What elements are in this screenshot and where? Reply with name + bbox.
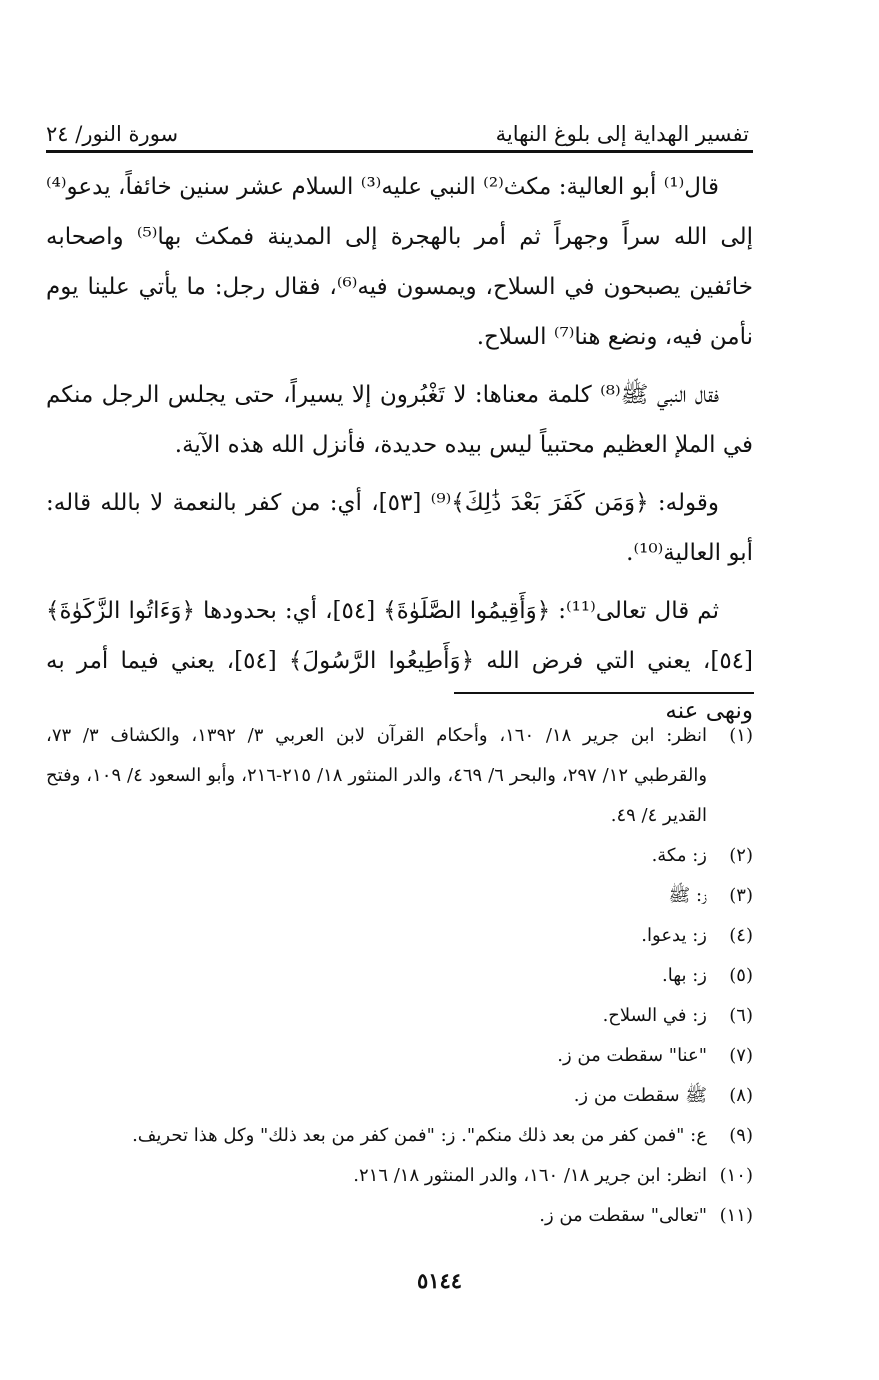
footnote-text: "تعالى" سقطت من ز. xyxy=(539,1205,707,1226)
footnote-number: (١١) xyxy=(719,1205,753,1226)
footnote-text: ز: يدعوا. xyxy=(641,925,707,946)
page-number: ٥١٤٤ xyxy=(416,1268,463,1293)
footnote xyxy=(46,1036,753,1076)
footnote xyxy=(46,1076,753,1116)
footnote xyxy=(46,836,753,876)
footnote-text: ز: بها. xyxy=(662,965,707,986)
paragraph: وقوله: ﴿وَمَن كَفَرَ بَعْدَ ذَٰلِكَ﴾⁽⁹⁾ [٥٣]، أي: من كفر بالنعمة لا بالله قاله: أبو العالية⁽¹⁰⁾. xyxy=(46,490,753,566)
paragraph: فقال النبي ﷺ⁽⁸⁾ كلمة معناها: لا تَغْبُرون إلا يسيراً، حتى يجلس الرجل منكم في الملإ العظيم محتبياً ليس بيده حديدة، فأنزل الله هذه الآية. xyxy=(46,382,753,458)
footnote-number: (١) xyxy=(729,725,753,746)
footnote-number: (٥) xyxy=(729,965,753,986)
footnotes xyxy=(46,716,753,1236)
footnote-text: ﷺ سقطت من ز. xyxy=(573,1085,707,1106)
footnote-text: انظر: ابن جرير ١٨/ ١٦٠، والدر المنثور ١٨/ ٢١٦. xyxy=(353,1165,707,1186)
footnote-number: (٧) xyxy=(729,1045,753,1066)
footnote xyxy=(46,1156,753,1196)
footnote-number: (٤) xyxy=(729,925,753,946)
book-title: تفسير الهداية إلى بلوغ النهاية xyxy=(495,122,749,146)
footnote-text: ع: "فمن كفر من بعد ذلك منكم". ز: "فمن كفر من بعد ذلك" وكل هذا تحريف. xyxy=(132,1125,707,1146)
footnote xyxy=(46,876,753,916)
footnote-text: ز: ﷺ xyxy=(668,885,707,906)
footnote xyxy=(46,716,753,836)
footnote xyxy=(46,1196,753,1236)
header-rule xyxy=(46,150,753,153)
footnote-number: (٩) xyxy=(729,1125,753,1146)
main-text xyxy=(46,162,753,744)
footnote-text: ز: في السلاح. xyxy=(602,1005,707,1026)
footnote-number: (٨) xyxy=(729,1085,753,1106)
footnote xyxy=(46,996,753,1036)
paragraph: قال⁽¹⁾ أبو العالية: مكث⁽²⁾ النبي عليه⁽³⁾ السلام عشر سنين خائفاً، يدعو⁽⁴⁾ إلى الله سراً وجهراً ثم أمر بالهجرة إلى المدينة فمكث بها⁽⁵⁾ واصحابه خائفين يصبحون في السلاح، ويمسون فيه⁽⁶⁾، فقال رجل: ما يأتي علينا يوم نأمن فيه، ونضع هنا⁽⁷⁾ السلاح. xyxy=(46,174,753,350)
footnote-text: "عنا" سقطت من ز. xyxy=(557,1045,707,1066)
paragraph: ثم قال تعالى⁽¹¹⁾: ﴿وَأَقِيمُوا الصَّلَوٰةَ﴾ [٥٤]، أي: بحدودها ﴿وَءَاتُوا الزَّكَوٰةَ﴾ [٥٤]، يعني التي فرض الله ﴿وَأَطِيعُوا الرَّسُولَ﴾ [٥٤]، يعني فيما أمر به ونهى عنه xyxy=(46,598,754,724)
footnote-rule xyxy=(454,692,754,694)
footnote xyxy=(46,1116,753,1156)
footnote xyxy=(46,956,753,996)
footnote-number: (٦) xyxy=(729,1005,753,1026)
running-header xyxy=(46,106,749,146)
footnote-text: ز: مكة. xyxy=(651,845,707,866)
surah-label: سورة النور/ ٢٤ xyxy=(46,122,179,146)
footnote-text: انظر: ابن جرير ١٨/ ١٦٠، وأحكام القرآن لابن العربي ٣/ ١٣٩٢، والكشاف ٣/ ٧٣، والقرطبي ١٢/ ٢٩٧، والبحر ٦/ ٤٦٩، والدر المنثور ١٨/ ٢١٥-٢١٦، وأبو السعود ٤/ ١٠٩، وفتح القدير ٤/ ٤٩. xyxy=(46,725,708,826)
footnote-number: (١٠) xyxy=(719,1165,753,1186)
footnote-number: (٢) xyxy=(729,845,753,866)
footnote-number: (٣) xyxy=(729,885,753,906)
footnote xyxy=(46,916,753,956)
